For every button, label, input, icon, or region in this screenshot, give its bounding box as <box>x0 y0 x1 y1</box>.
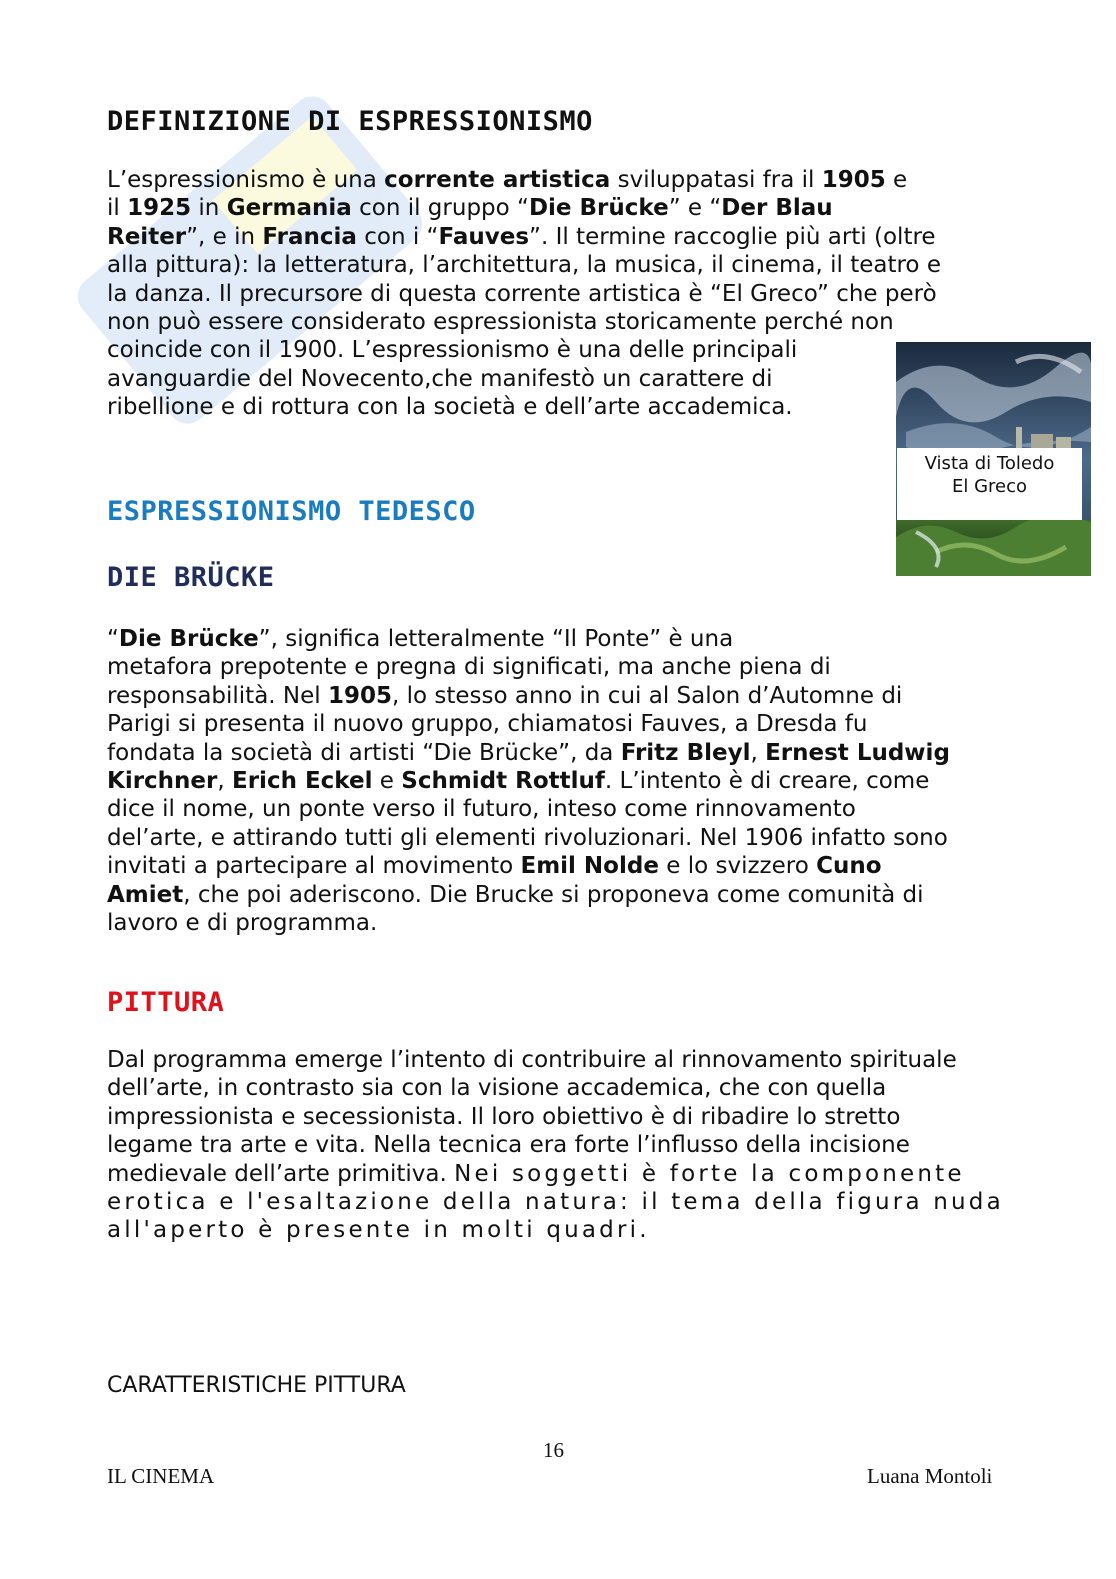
text-run: Dal programma emerge l’intento di contribuire al rinnovamento spirituale <box>107 1047 957 1073</box>
caption-artist: El Greco <box>951 476 1028 497</box>
bold-term: Emil Nolde <box>520 853 659 880</box>
text-line <box>107 1160 1004 1188</box>
bold-term: Schmidt Rottluf <box>401 768 605 795</box>
bold-term: 1905 <box>821 167 886 193</box>
pittura-paragraph <box>107 1046 1004 1245</box>
caratteristiche-pittura-label: CARATTERISTICHE PITTURA <box>107 1373 406 1398</box>
text-line <box>107 365 941 393</box>
text-run: metafora prepotente e pregna di significati, ma anche piena di <box>107 654 831 681</box>
bold-term: Francia <box>262 223 357 250</box>
text-run: Parigi si presenta il nuovo gruppo, chiamatosi Fauves, a Dresda fu <box>107 711 868 738</box>
text-run: invitati a partecipare al movimento <box>107 853 521 880</box>
text-line <box>107 739 950 767</box>
text-line <box>107 223 941 251</box>
text-run: fondata la società di artisti “Die Brücke”, da <box>107 739 621 766</box>
text-line <box>107 653 950 681</box>
text-run: . L’intento è di creare, come <box>604 768 930 795</box>
section-title-die-brucke: DIE BRÜCKE <box>107 562 275 593</box>
text-run: L’espressionismo è una <box>107 167 385 193</box>
footer-right-text: Luana Montoli <box>867 1464 993 1488</box>
bold-term: 1905 <box>327 682 392 709</box>
text-run: il <box>107 195 128 222</box>
text-run: dell’arte, in contrasto sia con la visione accademica, che con quella <box>107 1075 887 1102</box>
text-line <box>107 1216 1004 1244</box>
text-run: ”, e in <box>186 223 263 250</box>
bold-term: corrente artistica <box>384 167 611 193</box>
text-run: legame tra arte e vita. Nella tecnica era forte l’influsso della incisione <box>107 1132 910 1159</box>
bold-term: Kirchner <box>107 768 218 795</box>
text-line <box>107 1103 1004 1131</box>
bold-term: Cuno <box>816 853 882 880</box>
text-line <box>107 1131 1004 1159</box>
painting-caption <box>897 448 1082 520</box>
text-run: , <box>217 768 232 795</box>
text-run: e <box>885 167 908 193</box>
text-run: impressionista e secessionista. Il loro obiettivo è di ribadire lo stretto <box>107 1103 901 1130</box>
text-line <box>107 1188 1004 1216</box>
spaced-text-run: all'aperto è presente in molti quadri. <box>107 1217 650 1244</box>
text-line <box>107 909 950 937</box>
bold-term: Ernest Ludwig <box>765 739 950 766</box>
text-run: del’arte, e attirando tutti gli elementi rivoluzionari. Nel 1906 infatto sono <box>107 824 948 851</box>
page-number: 16 <box>543 1438 564 1462</box>
spaced-text-run: Nei soggetti è forte la componente <box>454 1160 965 1187</box>
text-line <box>107 625 950 653</box>
footer-left-text: IL CINEMA <box>107 1464 215 1488</box>
text-run: alla pittura): la letteratura, l’architettura, la musica, il cinema, il teatro e <box>107 252 941 279</box>
text-line <box>107 682 950 710</box>
text-run: la danza. Il precursore di questa corrente artistica è “El Greco” che però <box>107 280 937 307</box>
text-line <box>107 1074 1004 1102</box>
text-run: coincide con il 1900. L’espressionismo è una delle principali <box>107 337 798 364</box>
text-run: responsabilità. Nel <box>107 682 328 709</box>
text-run: sviluppatasi fra il <box>610 167 822 193</box>
section-title-espressionismo-tedesco: ESPRESSIONISMO TEDESCO <box>107 496 476 527</box>
text-line <box>107 166 941 194</box>
text-line <box>107 767 950 795</box>
bold-term: Amiet <box>107 881 184 908</box>
text-line <box>107 824 950 852</box>
text-run: ”. Il termine raccoglie più arti (oltre <box>529 223 936 250</box>
text-line <box>107 336 941 364</box>
bold-term: Reiter <box>107 223 187 250</box>
spaced-text-run: erotica e l'esaltazione della natura: il tema della figura nuda <box>107 1189 1004 1216</box>
bold-term: Die Brücke <box>528 195 669 222</box>
text-run: dice il nome, un ponte verso il futuro, inteso come rinnovamento <box>107 796 856 823</box>
text-run: medievale dell’arte primitiva. <box>107 1160 455 1187</box>
text-line <box>107 194 941 222</box>
text-run: in <box>191 195 227 222</box>
section-title-definizione: DEFINIZIONE DI ESPRESSIONISMO <box>107 106 593 137</box>
text-run: con i “ <box>356 223 439 250</box>
text-line <box>107 852 950 880</box>
bold-term: 1925 <box>127 195 192 222</box>
die-brucke-paragraph <box>107 625 950 937</box>
text-line <box>107 393 941 421</box>
text-line <box>107 881 950 909</box>
bold-term: Germania <box>226 195 352 222</box>
text-run: ”, significa letteralmente “Il Ponte” è una <box>258 626 734 652</box>
bold-term: Fritz Bleyl <box>620 739 751 766</box>
section-title-pittura: PITTURA <box>107 987 225 1018</box>
text-run: “ <box>107 626 119 652</box>
text-line <box>107 1046 1004 1074</box>
text-line <box>107 795 950 823</box>
text-run: e <box>372 768 402 795</box>
text-line <box>107 280 941 308</box>
text-run: avanguardie del Novecento,che manifestò un carattere di <box>107 365 773 392</box>
text-run: ribellione e di rottura con la società e dell’arte accademica. <box>107 394 793 421</box>
caption-title: Vista di Toledo <box>924 453 1055 474</box>
text-line <box>107 251 941 279</box>
text-run: non può essere considerato espressionista storicamente perché non <box>107 309 894 336</box>
definition-paragraph <box>107 166 941 422</box>
text-run: , lo stesso anno in cui al Salon d’Automne di <box>392 682 903 709</box>
text-line <box>107 710 950 738</box>
bold-term: Der Blau <box>721 195 833 222</box>
bold-term: Die Brücke <box>118 626 259 652</box>
text-run: , <box>750 739 766 766</box>
text-run: ” e “ <box>668 195 722 222</box>
bold-term: Fauves <box>438 223 530 250</box>
text-run: e lo svizzero <box>658 853 817 880</box>
bold-term: Erich Eckel <box>232 768 373 795</box>
text-line <box>107 308 941 336</box>
text-run: lavoro e di programma. <box>107 910 378 937</box>
text-run: , che poi aderiscono. Die Brucke si proponeva come comunità di <box>183 881 924 908</box>
text-run: con il gruppo “ <box>351 195 529 222</box>
